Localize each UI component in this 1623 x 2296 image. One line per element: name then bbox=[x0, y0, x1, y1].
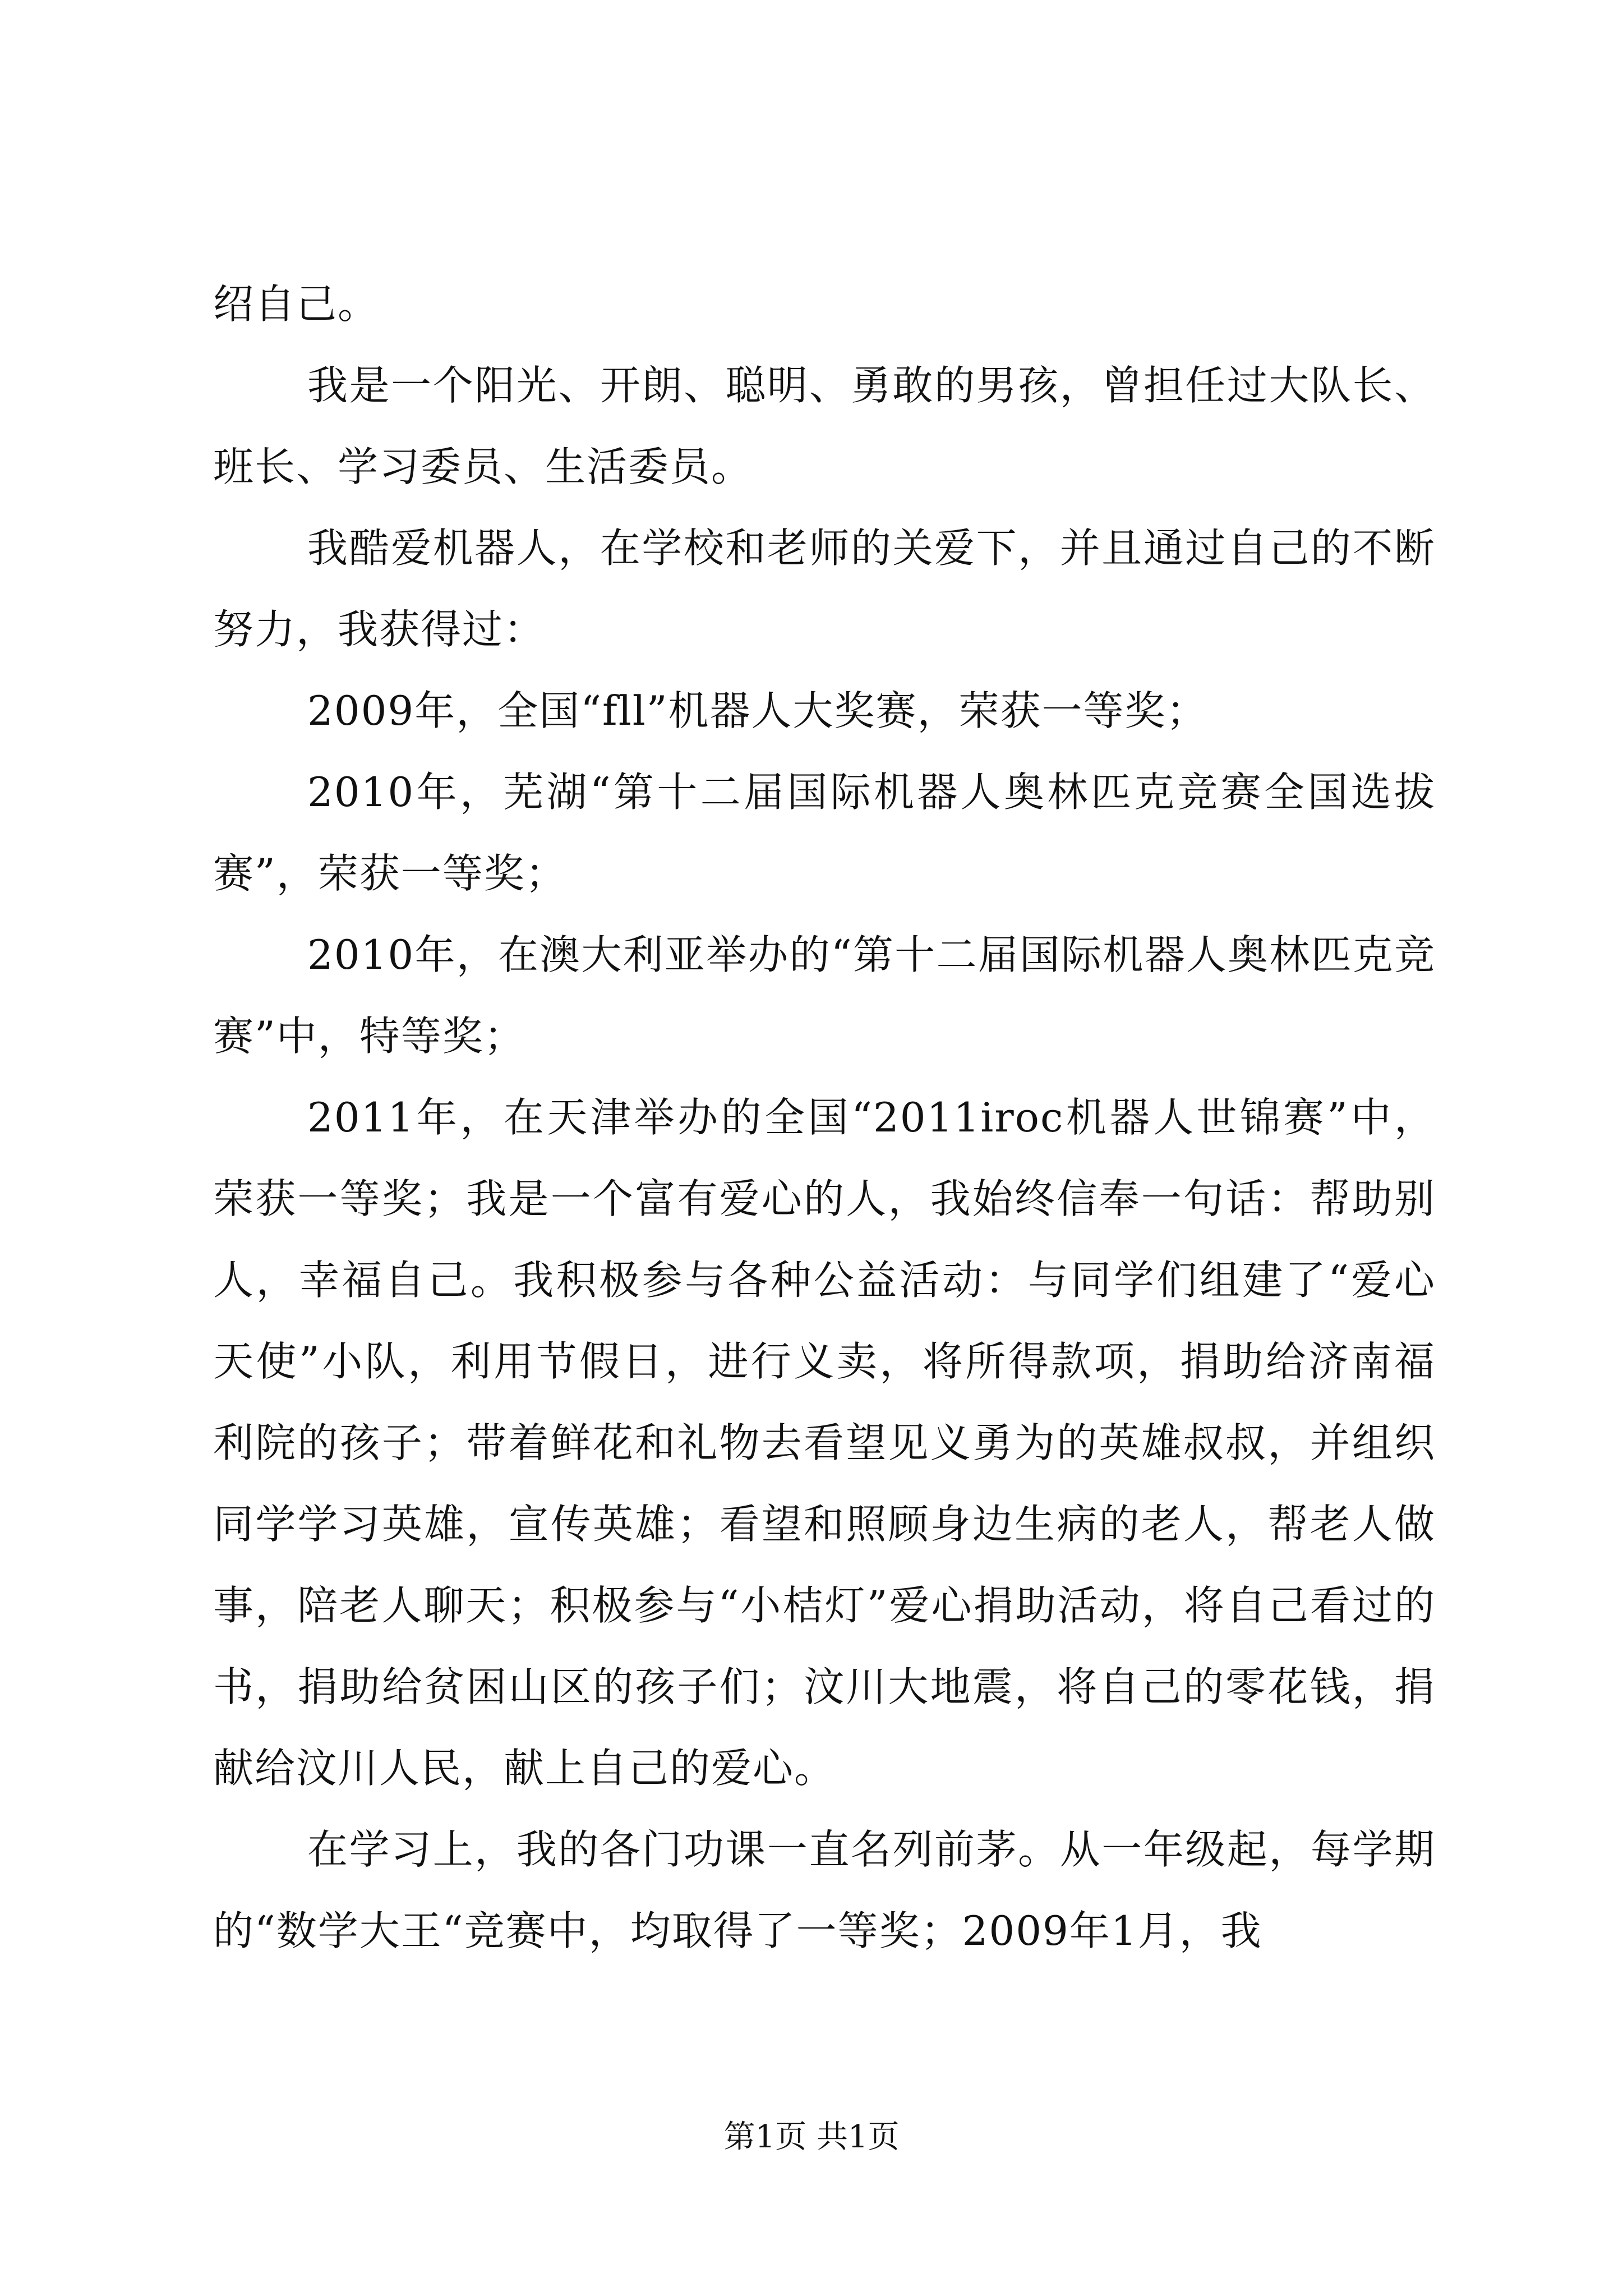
paragraph-robot-interest: 我酷爱机器人，在学校和老师的关爱下，并且通过自己的不断努力，我获得过： bbox=[213, 524, 1436, 653]
paragraph-award-2010-wuhu: 2010年，芜湖“第十二届国际机器人奥林匹克竞赛全国选拔赛”，荣获一等奖； bbox=[213, 769, 1436, 897]
paragraph-continuation: 绍自己。 bbox=[213, 280, 380, 328]
paragraph-award-2009: 2009年，全国“fll”机器人大奖赛，荣获一等奖； bbox=[307, 687, 1208, 734]
page-number-footer: 第1页 共1页 bbox=[723, 2119, 900, 2155]
paragraph-academics: 在学习上，我的各门功课一直名列前茅。从一年级起，每学期的“数学大王“竞赛中，均取得了一等奖；2009年1月，我 bbox=[213, 1826, 1436, 1954]
document-body bbox=[213, 264, 1436, 1972]
paragraph-award-2010-australia: 2010年，在澳大利亚举办的“第十二届国际机器人奥林匹克竞赛”中，特等奖； bbox=[213, 931, 1436, 1060]
paragraph-award-2011-and-charity: 2011年，在天津举办的全国“2011iroc机器人世锦赛”中，荣获一等奖；我是一个富有爱心的人，我始终信奉一句话：帮助别人，幸福自己。我积极参与各种公益活动：与同学们组建了“爱心天使”小队，利用节假日，进行义卖，将所得款项，捐助给济南福利院的孩子；带着鲜花和礼物去看望见义勇为的英雄叔叔，并组织同学学习英雄，宣传英雄；看望和照顾身边生病的老人，帮老人做事，陪老人聊天；积极参与“小桔灯”爱心捐助活动，将自己看过的书，捐助给贫困山区的孩子们；汶川大地震，将自己的零花钱，捐献给汶川人民，献上自己的爱心。 bbox=[213, 1094, 1436, 1792]
paragraph-self-description: 我是一个阳光、开朗、聪明、勇敢的男孩，曾担任过大队长、班长、学习委员、生活委员。 bbox=[213, 362, 1436, 490]
